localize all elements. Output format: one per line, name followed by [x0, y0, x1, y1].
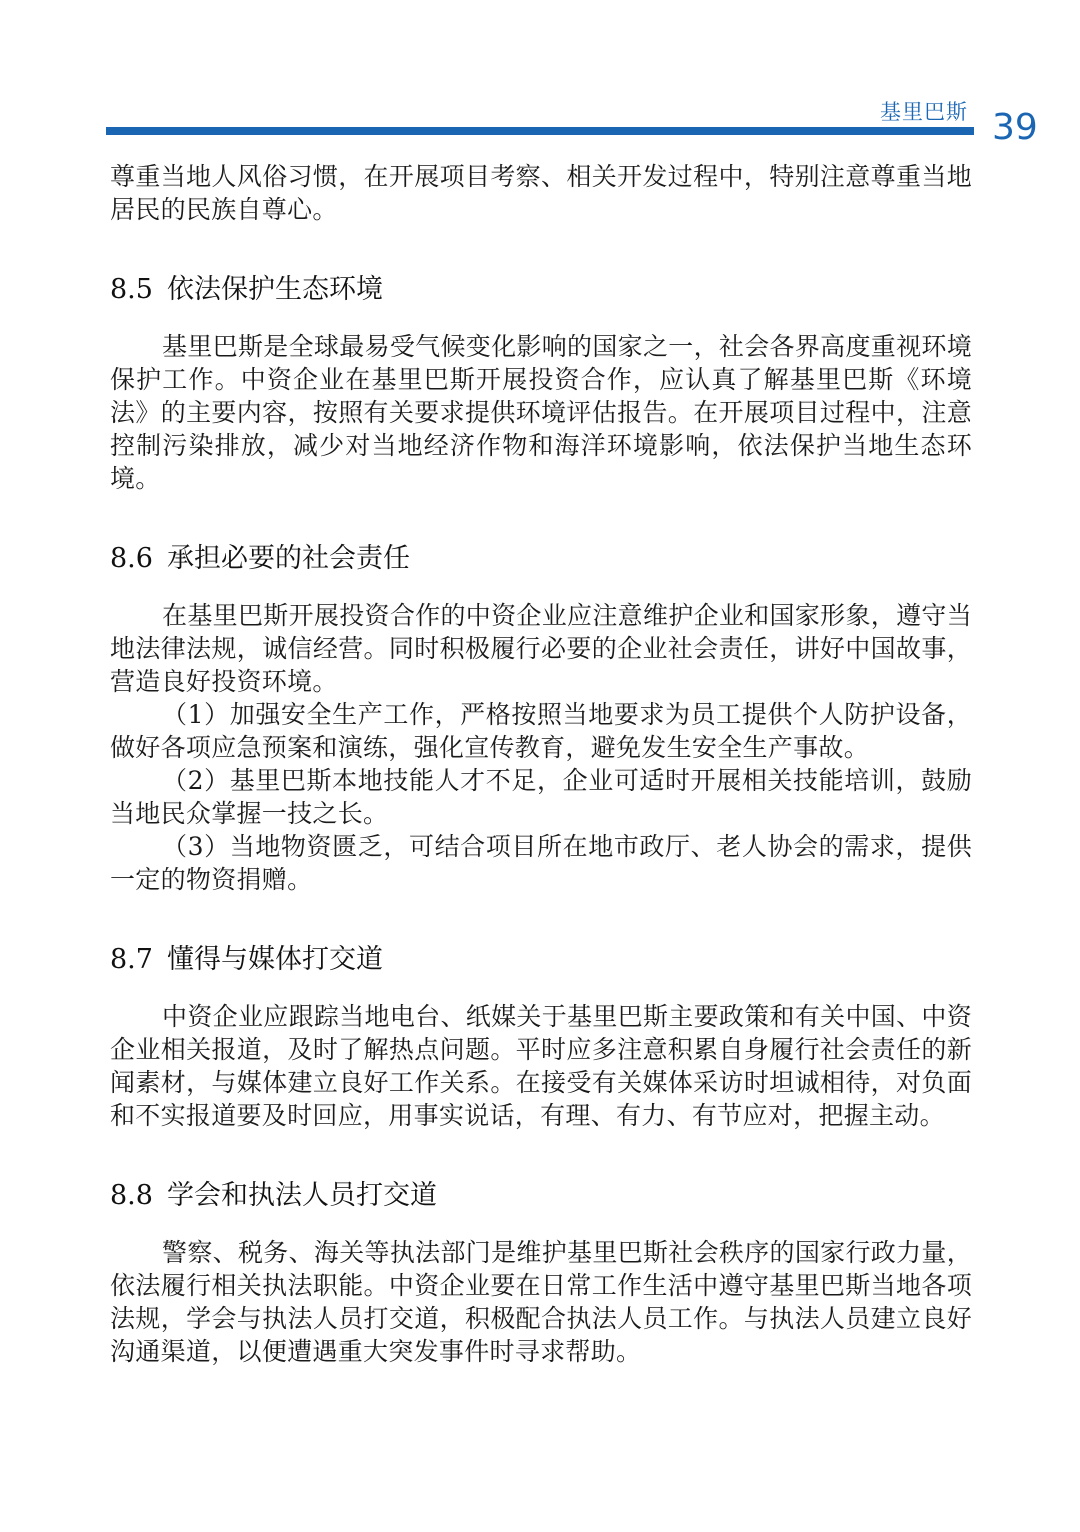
page-body [110, 160, 972, 1368]
page-number: 39 [992, 107, 1038, 148]
paragraph: 中资企业应跟踪当地电台、纸媒关于基里巴斯主要政策和有关中国、中资企业相关报道，及时了解热点问题。平时应多注意积累自身履行社会责任的新闻素材，与媒体建立良好工作关系。在接受有关媒体采访时坦诚相待，对负面和不实报道要及时回应，用事实说话，有理、有力、有节应对，把握主动。 [110, 1002, 972, 1130]
section-title: 学会和执法人员打交道 [166, 1180, 437, 1211]
section-number: 8.7 [110, 944, 153, 975]
section-heading-8-8 [110, 1178, 972, 1214]
list-item-2: （2）基里巴斯本地技能人才不足，企业可适时开展相关技能培训，鼓励当地民众掌握一技之长。 [110, 766, 972, 828]
paragraph: 在基里巴斯开展投资合作的中资企业应注意维护企业和国家形象，遵守当地法律法规，诚信经营。同时积极履行必要的企业社会责任，讲好中国故事，营造良好投资环境。 [110, 601, 972, 696]
section-number: 8.8 [110, 1180, 153, 1211]
section-title: 懂得与媒体打交道 [166, 944, 383, 975]
section-title: 承担必要的社会责任 [166, 543, 410, 574]
list-item-3: （3）当地物资匮乏，可结合项目所在地市政厅、老人协会的需求，提供一定的物资捐赠。 [110, 832, 972, 894]
paragraph: 警察、税务、海关等执法部门是维护基里巴斯社会秩序的国家行政力量，依法履行相关执法职能。中资企业要在日常工作生活中遵守基里巴斯当地各项法规，学会与执法人员打交道，积极配合执法人员工作。与执法人员建立良好沟通渠道，以便遭遇重大突发事件时寻求帮助。 [110, 1238, 972, 1366]
section-number: 8.5 [110, 274, 153, 305]
paragraph: 基里巴斯是全球最易受气候变化影响的国家之一，社会各界高度重视环境保护工作。中资企业在基里巴斯开展投资合作，应认真了解基里巴斯《环境法》的主要内容，按照有关要求提供环境评估报告。在开展项目过程中，注意控制污染排放，减少对当地经济作物和海洋环境影响，依法保护当地生态环境。 [110, 332, 972, 493]
list-item-1: （1）加强安全生产工作，严格按照当地要求为员工提供个人防护设备，做好各项应急预案和演练，强化宣传教育，避免发生安全生产事故。 [110, 700, 972, 762]
running-header-title: 基里巴斯 [880, 100, 968, 124]
section-number: 8.6 [110, 543, 153, 574]
section-title: 依法保护生态环境 [166, 274, 383, 305]
header-rule [106, 127, 974, 135]
section-heading-8-5 [110, 272, 972, 308]
section-heading-8-7 [110, 942, 972, 978]
intro-paragraph: 尊重当地人风俗习惯，在开展项目考察、相关开发过程中，特别注意尊重当地居民的民族自尊心。 [110, 162, 972, 224]
section-heading-8-6 [110, 541, 972, 577]
